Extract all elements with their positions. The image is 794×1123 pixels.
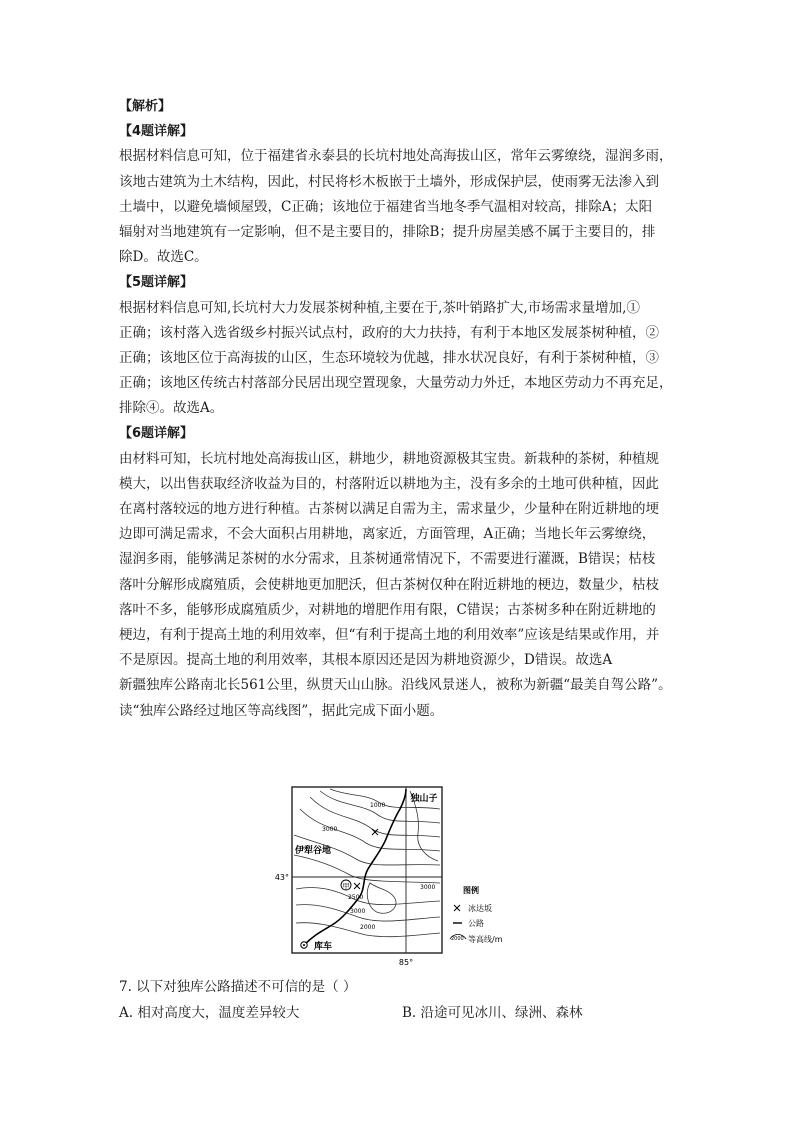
q4-line: 土墙中，以避免墙倾屋毁，C正确；该地位于福建省当地冬季气温相对较高，排除A；太阳 — [119, 198, 653, 215]
q5-line: 根据材料信息可知,长坑村大力发展茶树种植,主要在于,茶叶销路扩大,市场需求量增加,① — [119, 299, 640, 316]
option-b: B. 沿途可见冰川、绿洲、森林 — [402, 1005, 583, 1021]
contour-map — [270, 785, 530, 970]
analysis-heading: 【解析】 — [119, 99, 172, 114]
kuche-marker-dot — [303, 944, 305, 946]
dushanzi-label: 独山子 — [410, 794, 438, 804]
yili-label: 伊犁谷地 — [295, 846, 332, 856]
material-line: 读“独库公路经过地区等高线图”，据此完成下面小题。 — [119, 702, 444, 719]
q6-line: 不是原因。提高土地的利用效率，其根本原因还是因为耕地资源少，D错误。故选A — [119, 652, 613, 669]
q6-line: 由材料可知，长坑村地处高海拔山区，耕地少，耕地资源极其宝贵。新栽种的茶树，种植规 — [119, 450, 659, 467]
legend-road: 公路 — [468, 919, 484, 928]
question-7-stem: 7. 以下对独库公路描述不可信的是（ ） — [119, 979, 357, 995]
contour-value: 3000 — [350, 908, 366, 915]
jia-label: 甲 — [342, 882, 350, 891]
contour-map-figure — [270, 785, 530, 970]
legend-title: 图例 — [463, 886, 479, 895]
legend-contour-sample: 2000 — [451, 936, 464, 942]
q5-line: 正确；该地区位于高海拔的山区，生态环境较为优越，排水状况良好，有利于茶树种植，③ — [119, 349, 659, 366]
q6-line: 落叶不多，能够形成腐殖质少，对耕地的增肥作用有限，C错误；古茶树多种在附近耕地的 — [119, 601, 656, 618]
q6-line: 边即可满足需求，不会大面积占用耕地，离家近，方面管理，A正确；当地长年云雾缭绕， — [119, 526, 656, 543]
q4-line: 辐射对当地建筑有一定影响，但不是主要目的，排除B；提升房屋美感不属于主要目的，排 — [119, 223, 656, 240]
question-7-options — [119, 1001, 689, 1026]
longitude-label: 85° — [398, 958, 414, 967]
q4-heading: 【4题详解】 — [119, 124, 194, 140]
legend-ice-pass-icon — [454, 905, 460, 911]
q6-line: 模大，以出售获取经济收益为目的，村落附近以耕地为主，没有多余的土地可供种植，因此 — [119, 475, 659, 492]
analysis-section — [119, 94, 689, 724]
q6-line: 梗边，有利于提高土地的利用效率，但“有利于提高土地的利用效率”应该是结果或作用，并 — [119, 626, 660, 643]
q4-line: 除D。故选C。 — [119, 249, 208, 266]
contour-value: 2000 — [360, 924, 376, 931]
q6-heading: 【6题详解】 — [119, 426, 194, 442]
q6-line: 落叶分解形成腐殖质，会使耕地更加肥沃，但古茶树仅种在附近耕地的梗边，数量少，枯枝 — [119, 576, 659, 593]
q5-heading: 【5题详解】 — [119, 275, 194, 291]
contour-value: 1000 — [370, 802, 386, 809]
contour-value: 3000 — [420, 884, 436, 891]
q6-line: 湿润多雨，能够满足茶树的水分需求，且茶树通常情况下，不需要进行灌溉，B错误；枯枝 — [119, 551, 656, 568]
q4-line: 该地古建筑为土木结构，因此，村民将杉木板嵌于土墙外，形成保护层，使雨雾无法渗入到 — [119, 173, 659, 190]
map-legend — [450, 885, 503, 944]
legend-ice-pass: 冰达坂 — [468, 904, 492, 913]
q5-line: 正确；该地区传统古村落部分民居出现空置现象，大量劳动力外迁，本地区劳动力不再充足， — [119, 375, 673, 392]
option-a: A. 相对高度大，温度差异较大 — [119, 1005, 300, 1021]
q6-line: 在离村落较远的地方进行种植。古茶树以满足自需为主，需求量少，少量种在附近耕地的埂 — [119, 501, 659, 517]
latitude-label: 43° — [274, 873, 289, 882]
legend-contour: 等高线/m — [468, 935, 503, 944]
material-line: 新疆独库公路南北长561公里，纵贯天山山脉。沿线风景迷人，被称为新疆“最美自驾公路”。 — [119, 677, 672, 694]
contour-value: 2500 — [348, 894, 364, 901]
q5-line: 正确；该村落入选省级乡村振兴试点村，政府的大力扶持，有利于本地区发展茶树种植，② — [119, 324, 659, 341]
q5-line: 排除④。故选A。 — [119, 400, 224, 417]
q4-line: 根据材料信息可知，位于福建省永泰县的长坑村地处高海拔山区，常年云雾缭绕，湿润多雨， — [119, 148, 673, 165]
contour-value: 3000 — [322, 826, 338, 833]
kuche-label: 库车 — [314, 942, 333, 952]
